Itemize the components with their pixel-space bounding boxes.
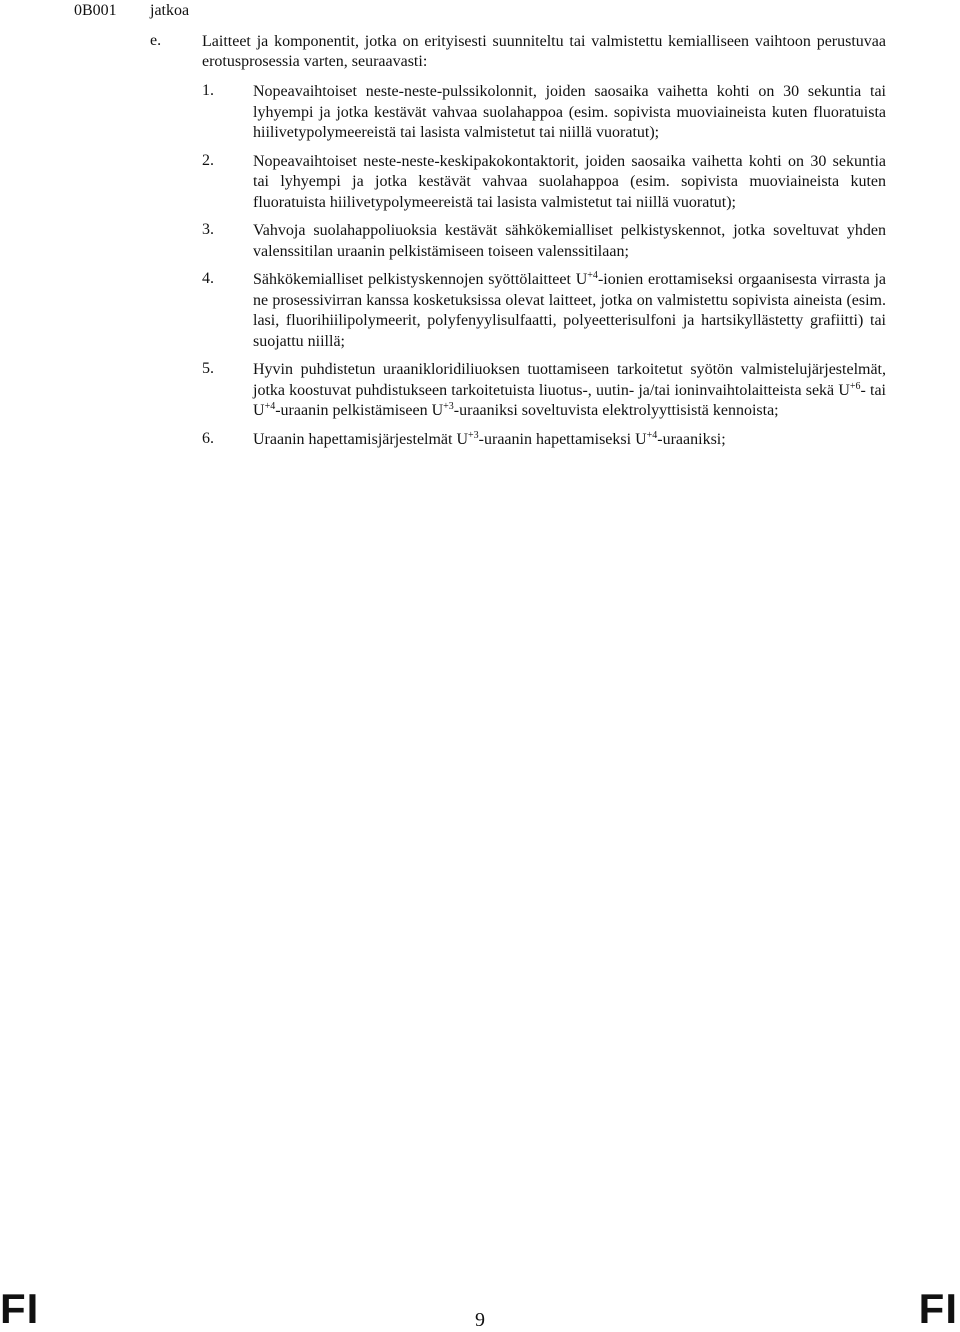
item-number: 3. <box>202 221 214 238</box>
list-item-2 <box>202 152 886 214</box>
list-item-6 <box>202 430 886 451</box>
text-segment: -uraanin hapettamiseksi U <box>478 430 647 448</box>
document-code: 0B001 <box>74 2 117 19</box>
page-number: 9 <box>475 1309 485 1331</box>
list-item-3 <box>202 221 886 262</box>
text-segment: -uraaniksi; <box>657 430 726 448</box>
text-segment: -ionien erottamiseksi orgaanisesta virrasta ja ne prosessivirran kanssa kosketuksissa olevat laitteet, jotka on valmistettu sopivista aineista (esim. lasi, fluorihiilipolymeerit, polyfenyylisulfaatti, polyeetterisulfoni ja hartsikyllästetty grafiitti) tai suojattu niillä; <box>253 271 886 350</box>
item-number: 4. <box>202 270 214 287</box>
list-item-5 <box>202 360 886 422</box>
charge-superscript: +3 <box>468 429 479 441</box>
item-text: Nopeavaihtoiset neste-neste-keskipakokontaktorit, joiden saosaika vaihetta kohti on 30 sekuntia tai lyhyempi ja jotka kestävät vahvaa suolahappoa (esim. sopivista muoviaineista kuten fluoratuista hiilivetypolymeereistä tai lasista valmistetut tai niillä vuoratut); <box>253 152 886 211</box>
text-segment: - tai U <box>253 381 886 419</box>
charge-superscript: +4 <box>587 270 598 281</box>
footer-language-right: FI <box>918 1285 958 1332</box>
section-marker: e. <box>150 32 162 49</box>
text-segment: Sähkökemialliset pelkistyskennojen syöttölaitteet U <box>253 271 588 288</box>
item-text <box>253 430 886 451</box>
item-text: Vahvoja suolahappoliuoksia kestävät sähkökemialliset pelkistyskennot, jotka soveltuvat yhden valenssitilan uraanin pelkistämiseen toiseen valenssitilaan; <box>253 222 886 260</box>
charge-superscript: +6 <box>849 380 861 392</box>
item-number: 1. <box>202 82 214 99</box>
text-segment: Hyvin puhdistetun uraanikloridiliuoksen tuottamiseen tarkoitetut syötön valmistelujärjestelmät, jotka koostuvat puhdistukseen tarkoitetuista liuotus-, uutin- ja/tai ioninvaihtolaitteista sekä U <box>253 361 886 399</box>
section-e <box>150 32 886 72</box>
item-text <box>253 360 886 422</box>
item-number: 6. <box>202 429 214 447</box>
text-segment: -uraanin pelkistämiseen U <box>275 402 444 419</box>
section-intro-text: Laitteet ja komponentit, jotka on erityisesti suunniteltu tai valmistettu kemialliseen vaihtoon perustuvaa erotusprosessia varten, seuraavasti: <box>202 33 886 70</box>
text-segment: -uraaniksi soveltuvista elektrolyyttisistä kennoista; <box>453 402 779 419</box>
text-segment: Uraanin hapettamisjärjestelmät U <box>253 430 469 448</box>
item-list <box>202 82 886 458</box>
list-item-4 <box>202 270 886 352</box>
item-text: Nopeavaihtoiset neste-neste-pulssikolonnit, joiden saosaika vaihetta kohti on 30 sekuntia tai lyhyempi ja jotka kestävät vahvaa suolahappoa (esim. sopivista muoviaineista kuten fluoratuista hiilivetypolymeereistä tai lasista valmistetut tai niillä vuoratut); <box>253 83 886 141</box>
charge-superscript: +4 <box>646 429 658 441</box>
item-text <box>253 270 886 352</box>
item-number: 5. <box>202 360 214 377</box>
list-item-1 <box>202 82 886 144</box>
charge-superscript: +3 <box>443 401 454 412</box>
charge-superscript: +4 <box>264 401 276 412</box>
item-number: 2. <box>202 151 214 169</box>
footer-language-left: FI <box>0 1285 40 1332</box>
continuation-label: jatkoa <box>150 2 190 19</box>
